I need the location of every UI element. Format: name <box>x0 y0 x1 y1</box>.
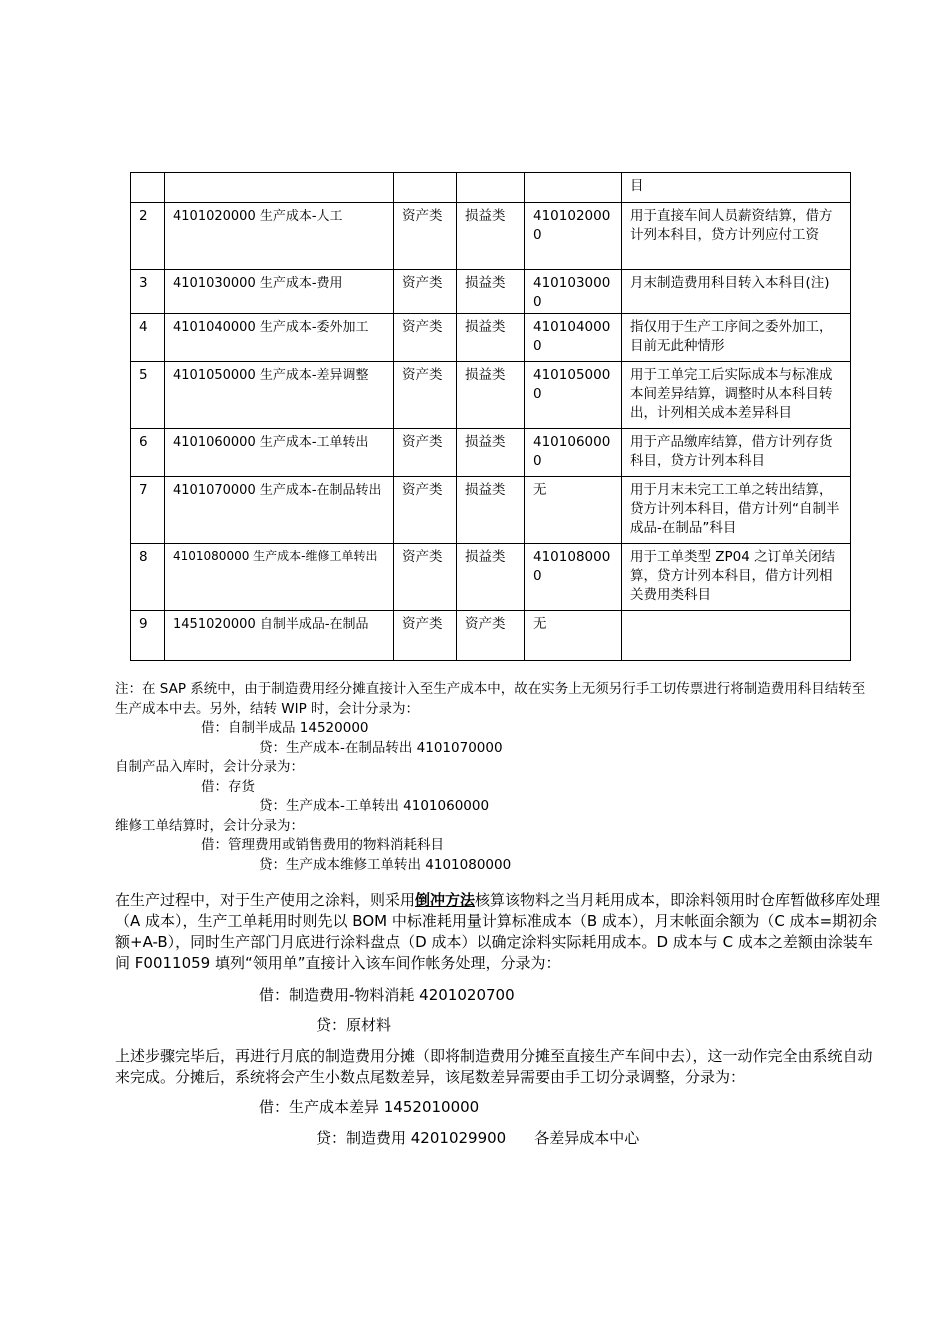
table-row <box>131 544 851 611</box>
row-number-cell: 2 <box>131 203 165 270</box>
account-name-cell: 4101060000 生产成本-工单转出 <box>165 429 394 477</box>
cost-element-cell: 4101040000 <box>525 314 622 362</box>
row-number-cell: 6 <box>131 429 165 477</box>
table-row <box>131 429 851 477</box>
account-name-cell: 4101050000 生产成本-差异调整 <box>165 362 394 429</box>
account-type-cell: 资产类 <box>394 477 457 544</box>
account-name-cell <box>165 173 394 203</box>
account-table <box>130 172 851 661</box>
cost-element-cell: 无 <box>525 477 622 544</box>
account-category-cell: 损益类 <box>457 203 525 270</box>
account-name-cell: 1451020000 自制半成品-在制品 <box>165 611 394 661</box>
cost-element-cell: 4101060000 <box>525 429 622 477</box>
cost-element-cell: 4101030000 <box>525 270 622 314</box>
description-cell: 用于月末未完工工单之转出结算，贷方计列本科目，借方计列“自制半成品-在制品”科目 <box>622 477 851 544</box>
table-row <box>131 477 851 544</box>
account-type-cell: 资产类 <box>394 362 457 429</box>
description-cell: 用于工单类型 ZP04 之订单关闭结算，贷方计列本科目，借方计列相关费用类科目 <box>622 544 851 611</box>
account-type-cell: 资产类 <box>394 611 457 661</box>
account-category-cell: 资产类 <box>457 611 525 661</box>
backflush-method: 倒冲方法 <box>415 891 476 909</box>
table-row <box>131 362 851 429</box>
account-category-cell: 损益类 <box>457 429 525 477</box>
table-row <box>131 203 851 270</box>
paint-text-after: 核算该物料之当月耗用成本，即涂料领用时仓库暂做移库处理（A 成本），生产工单耗用时则先以 BOM 中标准耗用量计算标准成本（B 成本），月末帐面余额为（C 成本=期初余额+A-B），同时生产部门月底进行涂料盘点（D 成本）以确定涂料实际耗用成本。D 成本与 C 成本之差额由涂装车间 F0011059 填列“领用单”直接计入该车间作帐务处理，分录为： <box>115 891 881 972</box>
account-table-body <box>131 173 851 661</box>
table-row <box>131 173 851 203</box>
row-number-cell: 8 <box>131 544 165 611</box>
account-type-cell <box>394 173 457 203</box>
account-name-cell: 4101080000 生产成本-维修工单转出 <box>165 544 394 611</box>
account-type-cell: 资产类 <box>394 203 457 270</box>
repair-title: 维修工单结算时，会计分录为： <box>115 817 304 834</box>
row-number-cell: 5 <box>131 362 165 429</box>
table-row <box>131 270 851 314</box>
cost-element-cell: 无 <box>525 611 622 661</box>
description-cell <box>622 611 851 661</box>
paint-paragraph <box>115 890 885 974</box>
wip-debit-entry: 借：自制半成品 14520000 <box>201 720 369 736</box>
paint-debit-entry: 借：制造费用-物料消耗 4201020700 <box>259 986 515 1004</box>
inbound-debit-entry: 借：存货 <box>201 778 255 795</box>
account-name-cell: 4101020000 生产成本-人工 <box>165 203 394 270</box>
description-cell: 指仅用于生产工序间之委外加工，目前无此种情形 <box>622 314 851 362</box>
row-number-cell: 3 <box>131 270 165 314</box>
cost-element-cell: 4101020000 <box>525 203 622 270</box>
paint-credit-entry: 贷：原材料 <box>316 1016 392 1034</box>
notes-section <box>115 680 875 875</box>
cost-element-cell: 4101080000 <box>525 544 622 611</box>
description-cell: 用于产品缴库结算，借方计列存货科目，贷方计列本科目 <box>622 429 851 477</box>
account-name-cell: 4101070000 生产成本-在制品转出 <box>165 477 394 544</box>
account-category-cell <box>457 173 525 203</box>
allocation-debit-entry: 借：生产成本差异 1452010000 <box>259 1098 480 1116</box>
table-row <box>131 611 851 661</box>
account-category-cell: 损益类 <box>457 314 525 362</box>
description-cell: 目 <box>622 173 851 203</box>
account-name-cell: 4101040000 生产成本-委外加工 <box>165 314 394 362</box>
repair-credit-entry: 贷：生产成本维修工单转出 4101080000 <box>259 856 512 873</box>
account-category-cell: 损益类 <box>457 270 525 314</box>
row-number-cell: 4 <box>131 314 165 362</box>
allocation-credit-text: 贷：制造费用 4201029900 <box>316 1129 507 1147</box>
account-type-cell: 资产类 <box>394 314 457 362</box>
row-number-cell <box>131 173 165 203</box>
account-category-cell: 损益类 <box>457 362 525 429</box>
allocation-credit-entry <box>316 1128 639 1149</box>
allocation-credit-note: 各差异成本中心 <box>534 1129 640 1147</box>
description-cell: 用于直接车间人员薪资结算，借方计列本科目，贷方计列应付工资 <box>622 203 851 270</box>
table-row <box>131 314 851 362</box>
paint-text-before: 在生产过程中，对于生产使用之涂料，则采用 <box>115 891 416 909</box>
cost-element-cell <box>525 173 622 203</box>
row-number-cell: 9 <box>131 611 165 661</box>
description-cell: 月末制造费用科目转入本科目(注) <box>622 270 851 314</box>
account-category-cell: 损益类 <box>457 544 525 611</box>
row-number-cell: 7 <box>131 477 165 544</box>
note-text: 注：在 SAP 系统中，由于制造费用经分摊直接计入至生产成本中，故在实务上无须另行手工切传票进行将制造费用科目结转至生产成本中去。另外，结转 WIP 时，会计分录为： <box>115 681 866 717</box>
account-type-cell: 资产类 <box>394 429 457 477</box>
account-type-cell: 资产类 <box>394 544 457 611</box>
inbound-title: 自制产品入库时，会计分录为： <box>115 759 304 775</box>
wip-credit-entry: 贷：生产成本-在制品转出 4101070000 <box>259 739 503 756</box>
allocation-paragraph: 上述步骤完毕后，再进行月底的制造费用分摊（即将制造费用分摊至直接生产车间中去），这一动作完全由系统自动来完成。分摊后，系统将会产生小数点尾数差异，该尾数差异需要由手工切分录调整，分录为： <box>115 1047 873 1086</box>
cost-element-cell: 4101050000 <box>525 362 622 429</box>
inbound-credit-entry: 贷：生产成本-工单转出 4101060000 <box>259 798 490 814</box>
repair-debit-entry: 借：管理费用或销售费用的物料消耗科目 <box>201 837 444 853</box>
account-category-cell: 损益类 <box>457 477 525 544</box>
account-type-cell: 资产类 <box>394 270 457 314</box>
account-name-cell: 4101030000 生产成本-费用 <box>165 270 394 314</box>
description-cell: 用于工单完工后实际成本与标准成本间差异结算，调整时从本科目转出，计列相关成本差异科目 <box>622 362 851 429</box>
